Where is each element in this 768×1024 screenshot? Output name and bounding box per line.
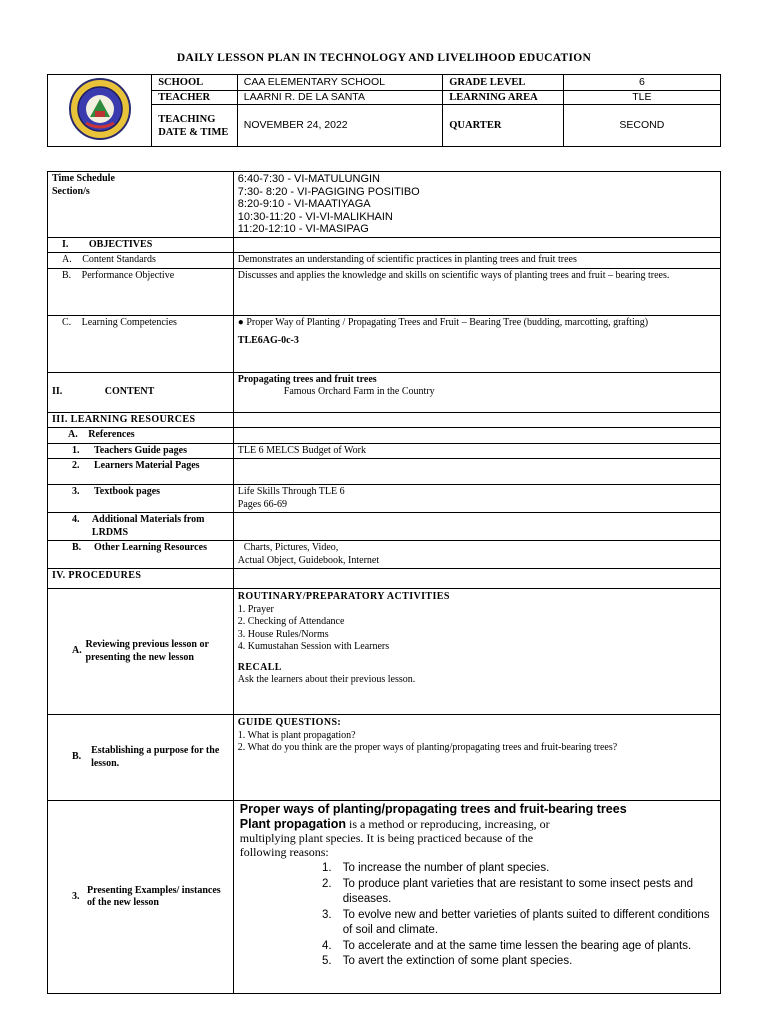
other-resources-num: B. [72,542,82,553]
teacher-value: LAARNI R. DE LA SANTA [237,91,443,105]
reason-item: 3. To evolve new and better varieties of plants suited to different conditions of soil and climate. [335,908,716,939]
ref-label: Teachers Guide pages [94,444,187,456]
document-title: DAILY LESSON PLAN IN TECHNOLOGY AND LIVELIHOOD EDUCATION [176,52,592,64]
propagation-def-3: following reasons: [239,845,329,859]
a-label: A. [62,254,72,265]
quarter-label: QUARTER [443,105,564,147]
routinary-item: 1. Prayer [237,603,274,615]
references-label [48,428,234,444]
content-label: CONTENT [104,385,155,397]
c-text: Learning Competencies [81,316,177,328]
school-value: CAA ELEMENTARY SCHOOL [237,75,443,91]
school-logo-cell [48,75,152,147]
ref-label: Textbook pages [94,486,161,497]
ref-num: 2. [72,460,80,471]
time-schedule-label: Time Schedule [52,173,115,184]
area-value: TLE [563,91,720,105]
date-value: NOVEMBER 24, 2022 [237,105,443,147]
date-label: TEACHING DATE & TIME [152,105,238,147]
other-resources-label: Other Learning Resources [94,542,207,553]
content-standards-label [48,253,234,269]
proc-c-text: Presenting Examples/ instances of the new lesson [86,884,221,908]
reason-item: 4. To accelerate and at the same time lessen the bearing age of plants. [335,939,716,955]
propagation-def-1: is a method or reproducing, increasing, or [346,817,550,831]
ref-num: 1. [72,444,80,456]
guide-question: 1. What is plant propagation? [237,729,356,741]
routinary-item: 4. Kumustahan Session with Learners [237,641,390,652]
b-text: Performance Objective [81,269,175,281]
content-subtitle: Famous Orchard Farm in the Country [283,386,435,397]
resources-heading: III. LEARNING RESOURCES [48,412,234,428]
learning-competencies-label [48,315,234,372]
propagation-definition [240,817,716,831]
proc-a-num: A. [72,645,82,657]
grade-label: GRADE LEVEL [443,75,564,91]
proc-a-text: Reviewing previous lesson or presenting the new lesson [85,639,209,663]
schedule-line: 10:30-11:20 - VI-VI-MALIKHAIN [237,210,393,223]
a-text: Content Standards [82,254,156,265]
content-title: Propagating trees and fruit trees [237,373,377,385]
header-table [47,74,721,147]
routinary-item: 2. Checking of Attendance [237,616,345,627]
school-label: SCHOOL [152,75,238,91]
other-resources-value-2: Actual Object, Guidebook, Internet [237,554,380,566]
proc-b-num: B. [72,751,82,763]
reason-item: 5. To avert the extinction of some plant species. [335,954,716,970]
ref-value-pages: Pages 66-69 [237,498,287,510]
propagation-title: Proper ways of planting/propagating trees and fruit-bearing trees [239,802,627,816]
guide-title: GUIDE QUESTIONS: [237,717,342,728]
ref-label: Additional Materials from LRDMS [91,514,205,538]
content-num: II. [52,385,63,397]
c-label: C. [62,316,72,328]
teacher-label: TEACHER [152,91,238,105]
routinary-title: ROUTINARY/PREPARATORY ACTIVITIES [237,591,450,602]
schedule-line: 6:40-7:30 - VI-MATULUNGIN [237,173,381,185]
content-standards-value: Demonstrates an understanding of scientific practices in planting trees and fruit trees [233,253,720,269]
procedures-heading: IV. PROCEDURES [48,569,234,589]
objectives-title: OBJECTIVES [88,238,153,250]
reasons-list [240,861,716,970]
other-resources-value: Charts, Pictures, Video, [243,542,339,553]
school-logo-icon [68,77,132,141]
ref-num: 4. [72,514,80,525]
sections-label: Section/s [52,185,90,197]
ref-value: Life Skills Through TLE 6 [237,486,345,497]
guide-question: 2. What do you think are the proper ways of planting/propagating trees and fruit-bearing trees? [237,742,618,753]
proc-b-text: Establishing a purpose for the lesson. [91,745,220,769]
b-label: B. [62,269,72,281]
ref-label: Learners Material Pages [94,460,200,471]
schedule-line: 11:20-12:10 - VI-MASIPAG [237,223,369,235]
reason-item: 2. To produce plant varieties that are resistant to some insect pests and diseases. [335,877,716,908]
routinary-item: 3. House Rules/Norms [237,628,329,640]
ref-value [233,513,720,541]
learning-competencies-value: ● Proper Way of Planting / Propagating Trees and Fruit – Bearing Tree (budding, marcotting, grafting) [237,316,649,328]
ref-value [233,459,720,485]
competency-code: TLE6AG-0c-3 [237,335,299,346]
content-heading [48,372,234,412]
proc-c-num: 3. [72,890,80,902]
ref-num: 3. [72,486,80,497]
objectives-heading [48,237,234,253]
ref-value: TLE 6 MELCS Budget of Work [233,443,720,459]
area-label: LEARNING AREA [443,91,564,105]
propagation-term: Plant propagation [239,817,347,831]
lesson-plan-table [47,171,721,994]
ref-a-text: References [88,429,135,440]
objectives-num: I. [62,238,69,250]
schedule-line: 8:20-9:10 - VI-MAATIYAGA [237,198,371,210]
performance-objective-label [48,268,234,315]
recall-text: Ask the learners about their previous lesson. [237,674,416,685]
ref-a-label: A. [68,429,78,440]
schedule-row [48,172,721,238]
propagation-def-2: multiplying plant species. It is being practiced because of the [239,831,534,845]
grade-value: 6 [563,75,720,91]
schedule-line: 7:30- 8:20 - VI-PAGIGING POSITIBO [237,185,420,198]
quarter-value: SECOND [563,105,720,147]
recall-title: RECALL [237,661,282,673]
reason-item: 1. To increase the number of plant species. [335,861,716,877]
performance-objective-value: Discusses and applies the knowledge and skills on scientific ways of planting trees and fruit – bearing trees. [233,268,720,315]
